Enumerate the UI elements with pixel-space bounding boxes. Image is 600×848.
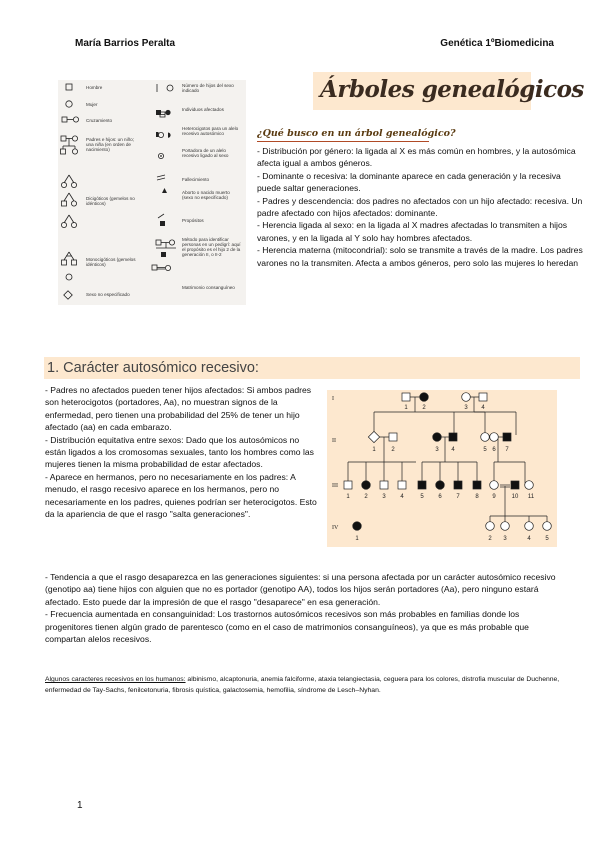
trait-appears-in-siblings: - Aparece en hermanos, pero no necesariamente en los padres: A menudo, el rasgo recesivo aparece en los hermanos, pero no necesariamente en los padres, quienes podrían ser heterocigotos. Esto da la apariencia de que el rasgo "salta generaciones". xyxy=(45,471,317,520)
generation-label-4: IV xyxy=(332,525,339,531)
legend-label-consanguineous: Matrimonio consanguíneo xyxy=(182,285,235,290)
section-title: 1. Carácter autosómico recesivo: xyxy=(47,360,259,376)
diseases-label: Algunos caracteres recesivos en los humanos: xyxy=(45,676,186,683)
legend-label-affected: Individuos afectados xyxy=(182,107,224,112)
gen3-num-10: 10 xyxy=(511,494,519,500)
legend-label-sex-unspecified: Sexo no especificado xyxy=(86,292,130,297)
gen4-num-4: 4 xyxy=(527,536,531,542)
point-gender-distribution: - Distribución por género: la ligada al X es más común en hombres, y la autosómica afecta igual a ambos géneros. xyxy=(257,146,576,169)
gen3-num-2: 2 xyxy=(364,494,368,500)
legend-label-propositus: Propósitos xyxy=(182,218,204,223)
gen3-num-6: 6 xyxy=(438,494,442,500)
point-dominant-recessive: - Dominante o recesiva: la dominante aparece en cada generación y la recesiva puede saltar generaciones. xyxy=(257,170,561,194)
gen3-num-9: 9 xyxy=(492,494,496,500)
gen2-num-2: 2 xyxy=(391,447,395,453)
gen2-num-3: 3 xyxy=(435,447,439,453)
legend-label-dizygotic: Dicigóticos (gemelos no idénticos) xyxy=(86,196,135,206)
page-title: Árboles genealógicos xyxy=(320,76,584,103)
pedigree-symbols-legend xyxy=(58,80,246,305)
question-underline xyxy=(257,141,429,142)
legend-label-mating: Cruzamiento xyxy=(86,118,113,123)
author-name: María Barrios Peralta xyxy=(75,38,176,49)
recessive-traits-list-continued xyxy=(45,571,565,645)
legend-label-female: Mujer xyxy=(86,102,98,107)
gen3-num-1: 1 xyxy=(346,494,350,500)
gen2-num-1: 1 xyxy=(372,447,376,453)
legend-label-abortion: Aborto o nacido muerto (sexo no especificado) xyxy=(182,190,230,200)
gen3-num-3: 3 xyxy=(382,494,386,500)
section-question: ¿Qué busco en un árbol genealógico? xyxy=(257,128,456,139)
gen4-num-2: 2 xyxy=(488,536,492,542)
gen1-num-1: 1 xyxy=(404,405,408,411)
course-name: Genética 1ºBiomedicina xyxy=(440,38,554,49)
legend-label-male: Hombre xyxy=(86,85,103,90)
key-points-list xyxy=(257,145,587,269)
legend-label-identification-method: Método para identificar personas en un pedigrí: aquí el propósito es el hijo 2 de la generación II, o II-2 xyxy=(182,237,241,257)
gen3-num-7: 7 xyxy=(456,494,460,500)
legend-label-monozygotic: Monocigóticos (gemelos idénticos) xyxy=(86,257,136,267)
gen1-num-4: 4 xyxy=(481,405,485,411)
gen4-num-3: 3 xyxy=(503,536,507,542)
gen3-num-4: 4 xyxy=(400,494,404,500)
legend-label-number-children: Número de hijos del sexo indicado xyxy=(182,83,234,93)
gen2-num-7: 7 xyxy=(505,447,509,453)
recessive-diseases-note xyxy=(45,675,565,696)
trait-tends-to-disappear: - Tendencia a que el rasgo desaparezca en las generaciones siguientes: si una persona afectada por un carácter autosómico recesivo (genotipo aa) tiene hijos con alguien que no es portador (genotipo AA), todos los hijos serán portadores (Aa), pero ninguno estará afectado. Esto puede dar la impresión de que el rasgo "desaparece" en esa generación. xyxy=(45,572,556,607)
gen3-num-11: 11 xyxy=(527,494,535,500)
gen4-num-1: 1 xyxy=(355,536,359,542)
generation-label-2: II xyxy=(332,438,336,444)
point-sex-linked: - Herencia ligada al sexo: en la ligada al X madres afectadas lo transmiten a hijos varones, y en la ligada al Y solo hay hombres afectados. xyxy=(257,220,568,243)
gen3-num-5: 5 xyxy=(420,494,424,500)
trait-equal-sex-distribution: - Distribución equitativa entre sexos: Dado que los autosómicos no están ligados a los cromosomas sexuales, tanto los hombres como las mujeres tienen la misma probabilidad de estar afectados. xyxy=(45,434,314,470)
gen2-num-6: 6 xyxy=(492,447,496,453)
legend-label-parents-children: Padres e hijos: un niño; una niña (en orden de nacimiento) xyxy=(86,137,135,152)
generation-label-1: I xyxy=(332,396,334,402)
trait-consanguinity: - Frecuencia aumentada en consanguinidad: Los trastornos autosómicos recesivos son más probables en familias donde los progenitores tienen algún grado de parentesco (como en el caso de matrimonios consanguíneos), ya que es más probable que compartan alelos recesivos. xyxy=(45,609,529,645)
gen2-num-5: 5 xyxy=(483,447,487,453)
diseases-list: albinismo, alcaptonuria, anemia falciforme, ataxia telangiectasia, ceguera para los colores, distrofia muscular de Duchenne, enfermedad de Tay-Sachs, fenilcetonuria, fibrosis quística, galactosemia, hemofilia, síndrome de Lesch–Nyhan. xyxy=(45,676,560,694)
gen1-num-3: 3 xyxy=(464,405,468,411)
pedigree-diagram xyxy=(327,390,557,547)
legend-label-death: Fallecimiento xyxy=(182,177,210,182)
recessive-traits-list xyxy=(45,384,317,520)
trait-unaffected-parents: - Padres no afectados pueden tener hijos afectados: Si ambos padres son heterocigotos (portadores, Aa), no muestran signos de la enfermedad, pero tienen una probabilidad del 25% de tener un hijo afectado (aa) en cada embarazo. xyxy=(45,385,312,433)
gen2-num-4: 4 xyxy=(451,447,455,453)
page-number: 1 xyxy=(77,800,83,811)
gen4-num-5: 5 xyxy=(545,536,549,542)
pedigree-figure xyxy=(327,390,557,547)
legend-label-carrier: Portadora de un alelo recesivo ligado al sexo xyxy=(182,148,229,158)
point-parents-offspring: - Padres y descendencia: dos padres no afectados con un hijo afectado: recesiva. Un padre afectado con hijos afectados: dominante. xyxy=(257,195,583,219)
generation-label-3: III xyxy=(332,483,338,489)
gen3-num-8: 8 xyxy=(475,494,479,500)
point-maternal: - Herencia materna (mitocondrial): solo se transmite a través de la madre. Los padres varones no la transmiten. Afecta a ambos géneros, pero solo las mujeres lo heredan xyxy=(257,245,583,268)
legend-label-heterozygotes: Heterocigotos para un alelo recesivo autosómico xyxy=(182,126,239,136)
gen1-num-2: 2 xyxy=(422,405,426,411)
